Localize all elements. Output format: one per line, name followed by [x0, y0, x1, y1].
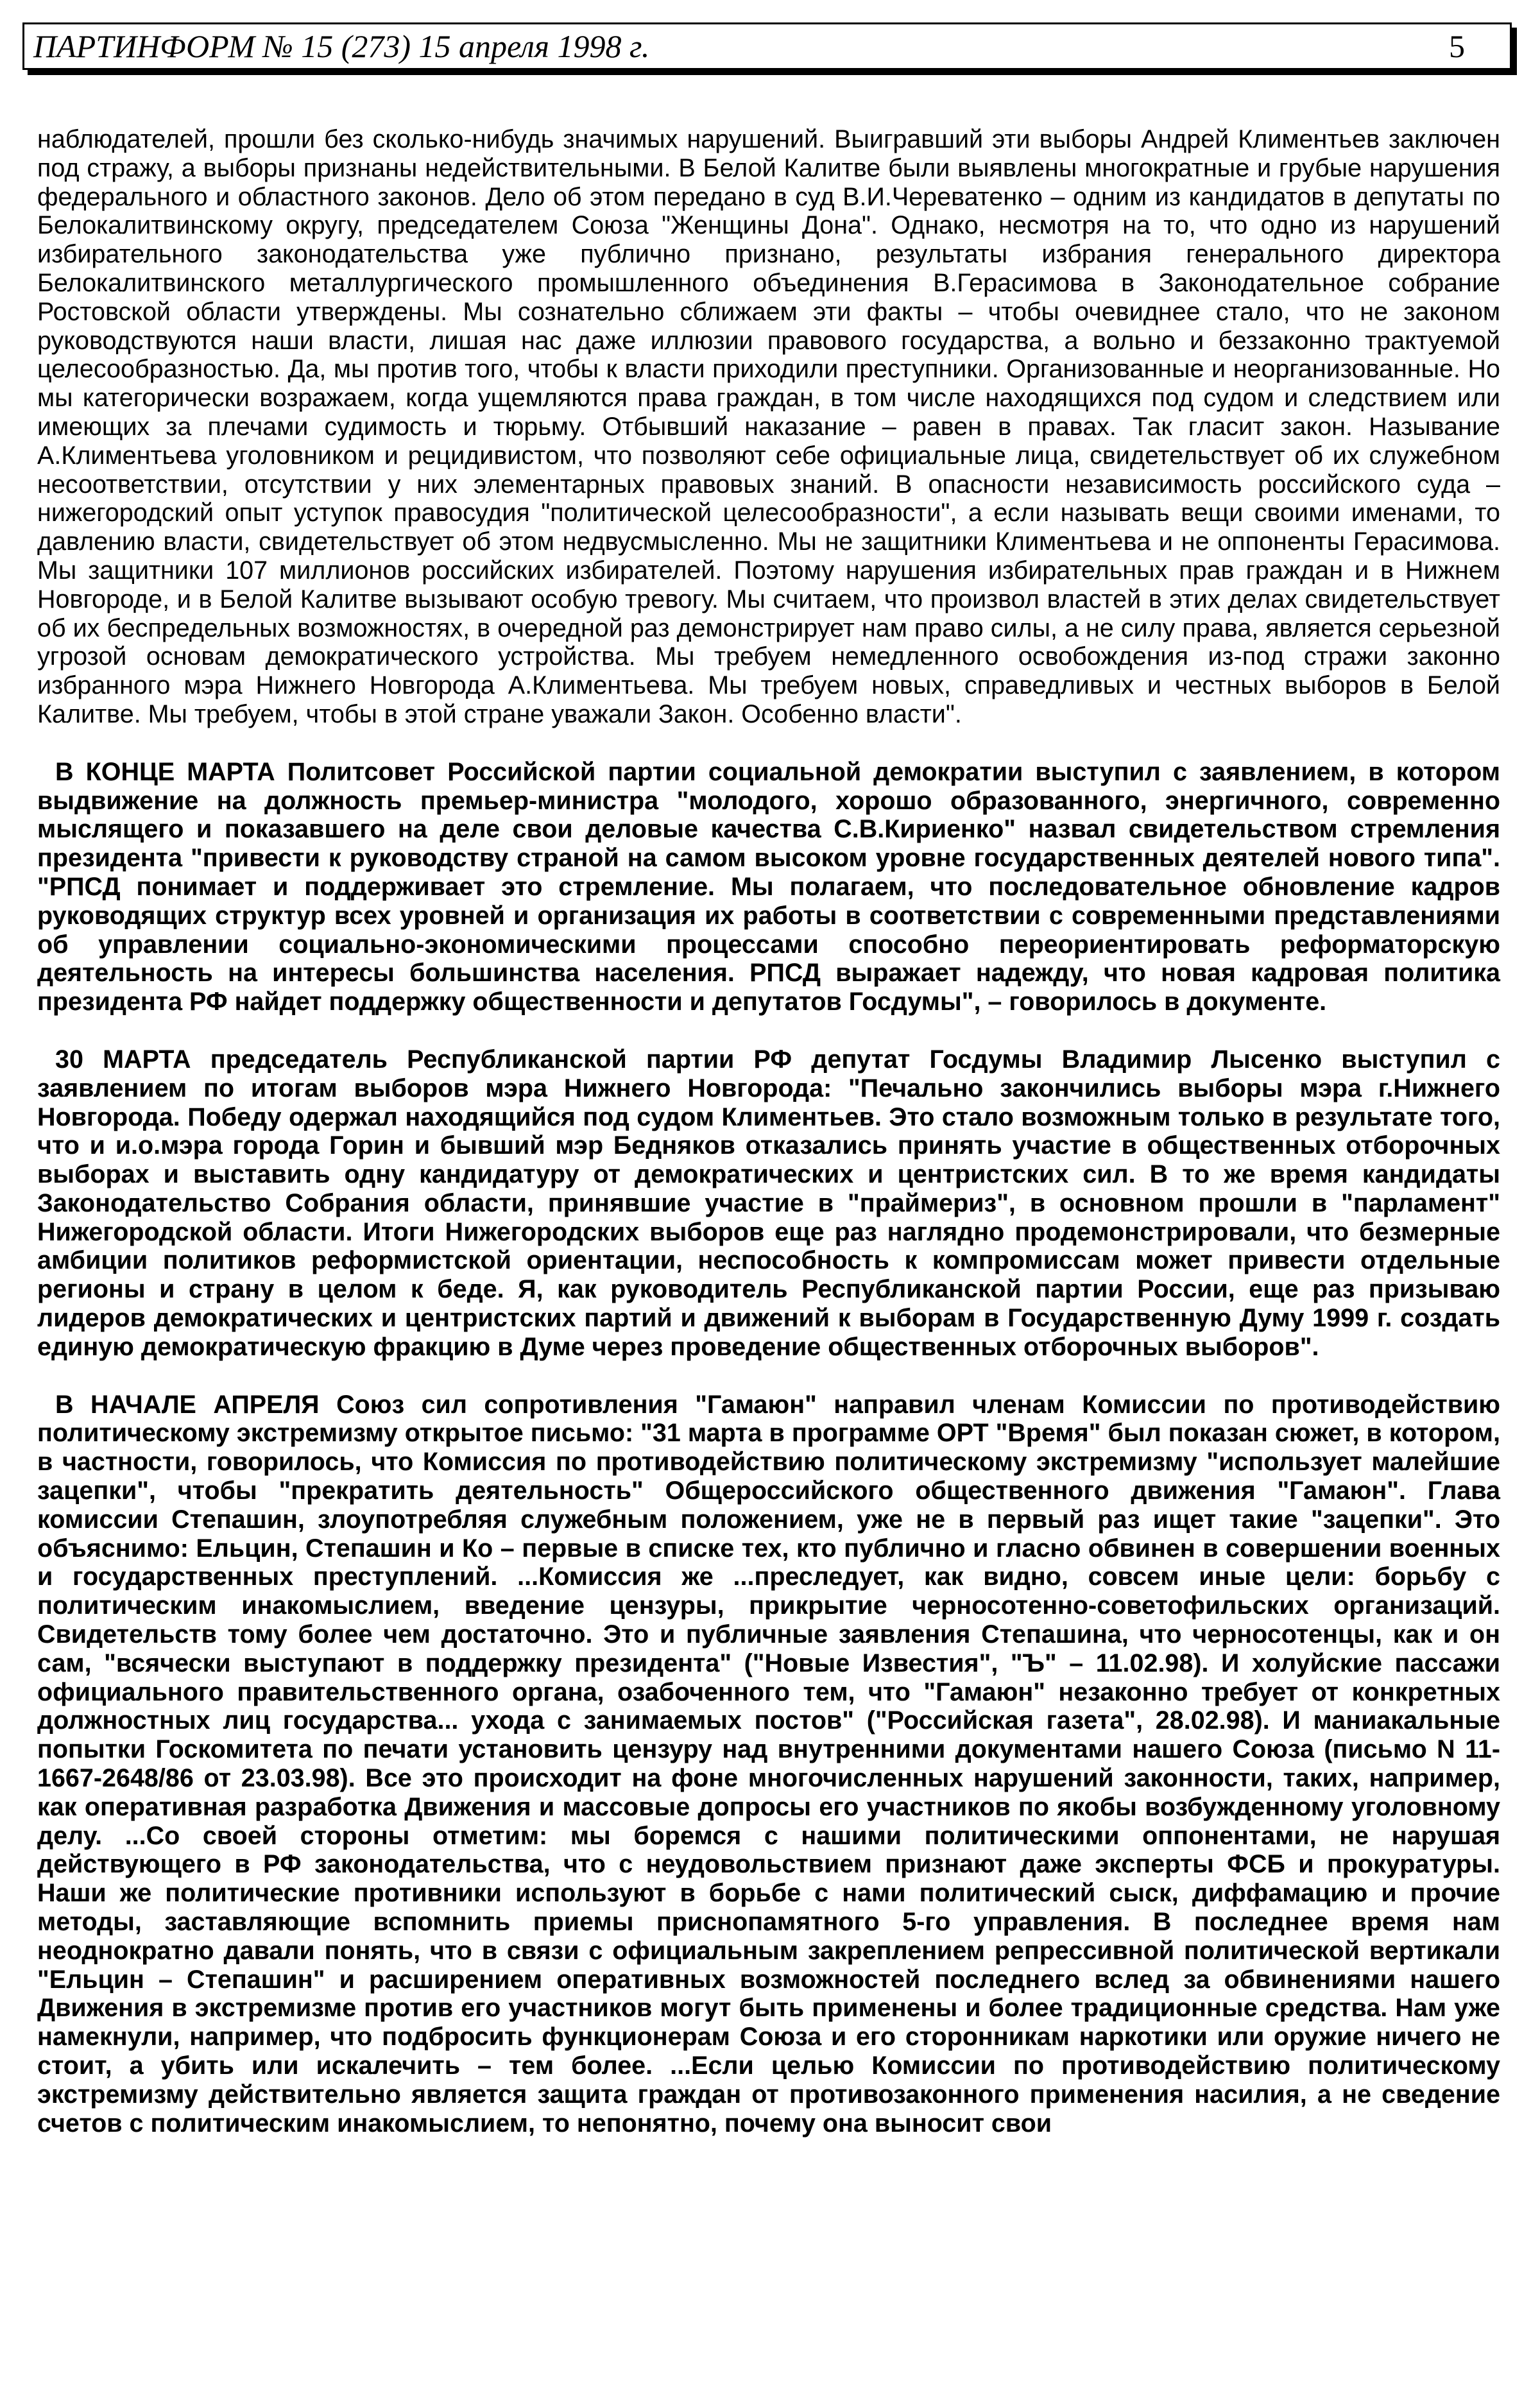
page-header: [22, 22, 1512, 70]
paragraph-end-of-march: В КОНЦЕ МАРТА Политсовет Российской партии социальной демократии выступил с заявлением, в котором выдвижение на должность премьер-министра "молодого, хорошо образованного, энергичного, современно мыслящего и показавшего на деле свои деловые качества С.В.Кириенко" назвал свидетельством стремления президента "привести к руководству страной на самом высоком уровне государственных деятелей нового типа". "РПСД понимает и поддерживает это стремление. Мы полагаем, что последовательное обновление кадров руководящих структур всех уровней и организация их работы в соответствии с современными представлениями об управлении социально-экономическими процессами способно переориентировать реформаторскую деятельность на интересы большинства населения. РПСД выражает надежду, что новая кадровая политика президента РФ найдет поддержку общественности и депутатов Госдумы", – говорилось в документе.: [37, 757, 1500, 1016]
publication-title: ПАРТИНФОРМ № 15 (273) 15 апреля 1998 г.: [33, 28, 650, 64]
paragraph-early-april: В НАЧАЛЕ АПРЕЛЯ Союз сил сопротивления "Гамаюн" направил членам Комиссии по противодействию политическому экстремизму открытое письмо: "31 марта в программе ОРТ "Время" был показан сюжет, в котором, в частности, говорилось, что Комиссия по противодействию политическому экстремизму "использует малейшие зацепки", чтобы "прекратить деятельность" Общероссийского общественного движения "Гамаюн". Глава комиссии Степашин, злоупотребляя служебным положением, уже не в первый раз ищет такие "зацепки". Это объяснимо: Ельцин, Степашин и Ко – первые в списке тех, кто публично и гласно обвинен в совершении военных и государственных преступлений. ...Комиссия же ...преследует, как видно, совсем иные цели: борьбу с политическим инакомыслием, введение цензуры, прикрытие черносотенно-советофильских организаций. Свидетельств тому более чем достаточно. Это и публичные заявления Степашина, что черносотенцы, как и он сам, "всячески выступают в поддержку президента" ("Новые Известия", "Ъ" – 11.02.98). И холуйские пассажи официального правительственного органа, озабоченного тем, что "Гамаюн" незаконно требует от конкретных должностных лиц государства... ухода с занимаемых постов" ("Российская газета", 28.02.98). И маниакальные попытки Госкомитета по печати установить цензуру над внутренними документами нашего Союза (письмо N 11-1667-2648/86 от 23.03.98). Все это происходит на фоне многочисленных нарушений законности, таких, например, как оперативная разработка Движения и массовые допросы его участников по якобы возбужденному уголовному делу. ...Со своей стороны отметим: мы боремся с нашими политическими оппонентами, не нарушая действующего в РФ законодательства, что с неудовольствием признают даже эксперты ФСБ и прокуратуры. Наши же политические противники используют в борьбе с нами политический сыск, диффамацию и прочие методы, заставляющие вспомнить приемы приснопамятного 5-го управления. В последнее время нам неоднократно давали понять, что в связи с официальным закреплением репрессивной политической вертикали "Ельцин – Степашин" и расширением оперативных возможностей последнего вслед за обвинениями нашего Движения в экстремизме против его участников могут быть применены и более традиционные средства. Нам уже намекнули, например, что подбросить функционерам Союза и его сторонникам наркотики или оружие ничего не стоит, а убить или искалечить – тем более. ...Если целью Комиссии по противодействию политическому экстремизму действительно является защита граждан от противозаконного применения насилия, а не сведение счетов с политическим инакомыслием, то непонятно, почему она выносит свои: [37, 1390, 1500, 2138]
page-number: 5: [1449, 28, 1465, 64]
article-body: [37, 125, 1500, 2138]
paragraph-march-30: 30 МАРТА председатель Республиканской партии РФ депутат Госдумы Владимир Лысенко выступил с заявлением по итогам выборов мэра Нижнего Новгорода: "Печально закончились выборы мэра г.Нижнего Новгорода. Победу одержал находящийся под судом Климентьев. Это стало возможным только в результате того, что и и.о.мэра города Горин и бывший мэр Бедняков отказались принять участие в общественных отборочных выборах и выставить одну кандидатуру от демократических и центристских сил. В то же время кандидаты Законодательство Собрания области, принявшие участие в "праймериз", в основном прошли в "парламент" Нижегородской области. Итоги Нижегородских выборов еще раз наглядно продемонстрировали, что безмерные амбиции политиков реформистской ориентации, неспособность к компромиссам может привести отдельные регионы и страну в целом к беде. Я, как руководитель Республиканской партии России, еще раз призываю лидеров демократических и центристских партий и движений к выборам в Государственную Думу 1999 г. создать единую демократическую фракцию в Думе через проведение общественных отборочных выборов".: [37, 1045, 1500, 1361]
paragraph-continuation: наблюдателей, прошли без сколько-нибудь значимых нарушений. Выигравший эти выборы Андрей Климентьев заключен под стражу, а выборы признаны недействительными. В Белой Калитве были выявлены многократные и грубые нарушения федерального и областного законов. Дело об этом передано в суд В.И.Череватенко – одним из кандидатов в депутаты по Белокалитвинскому округу, председателем Союза "Женщины Дона". Однако, несмотря на то, что одно из нарушений избирательного законодательства уже публично признано, результаты избрания генерального директора Белокалитвинского металлургического промышленного объединения В.Герасимова в Законодательное собрание Ростовской области утверждены. Мы сознательно сближаем эти факты – чтобы очевиднее стало, что не законом руководствуются наши власти, лишая нас даже иллюзии правового государства, а вольно и беззаконно трактуемой целесообразностью. Да, мы против того, чтобы к власти приходили преступники. Организованные и неорганизованные. Но мы категорически возражаем, когда ущемляются права граждан, в том числе находящихся под судом и следствием или имеющих за плечами судимость и тюрьму. Отбывший наказание – равен в правах. Так гласит закон. Называние А.Климентьева уголовником и рецидивистом, что позволяют себе официальные лица, свидетельствует об их служебном несоответствии, отсутствии у них элементарных правовых знаний. В опасности независимость российского суда – нижегородский опыт уступок правосудия "политической целесообразности", а если называть вещи своими именами, то давлению власти, свидетельствует об этом недвусмысленно. Мы не защитники Климентьева и не оппоненты Герасимова. Мы защитники 107 миллионов российских избирателей. Поэтому нарушения избирательных прав граждан и в Нижнем Новгороде, и в Белой Калитве вызывают особую тревогу. Мы считаем, что произвол властей в этих делах свидетельствует об их беспредельных возможностях, в очередной раз демонстрирует нам право силы, а не силу права, является серьезной угрозой основам демократического устройства. Мы требуем немедленного освобождения из-под стражи законно избранного мэра Нижнего Новгорода А.Климентьева. Мы требуем новых, справедливых и честных выборов в Белой Калитве. Мы требуем, чтобы в этой стране уважали Закон. Особенно власти".: [37, 125, 1500, 728]
